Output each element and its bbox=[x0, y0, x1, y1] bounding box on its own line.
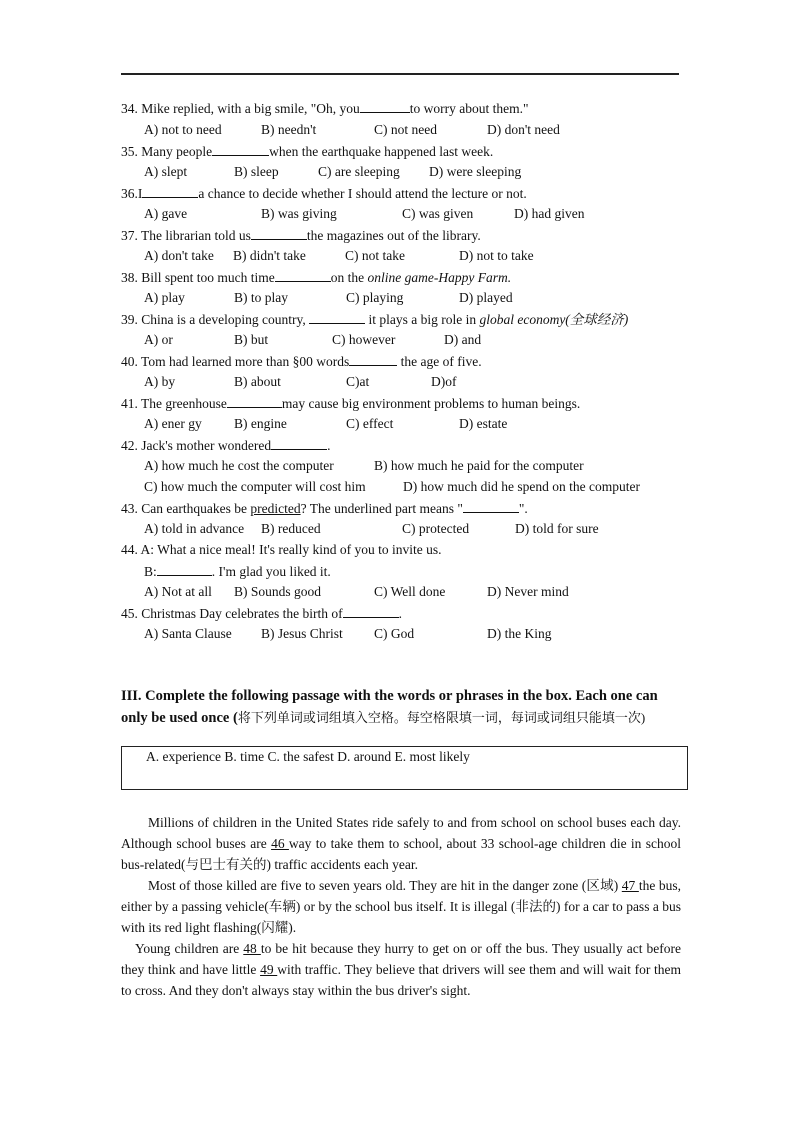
answer-blank[interactable] bbox=[157, 562, 212, 576]
option-a[interactable]: A) not to need bbox=[144, 122, 222, 137]
option-c[interactable]: C)at bbox=[346, 374, 370, 389]
section-heading: III. Complete the following passage with the words or phrases in the box. Each one can only be used once (将下列单词或词组填入空格。每空格限填一词，每词或词组只能填一次) bbox=[121, 688, 658, 726]
option-b[interactable]: B) about bbox=[234, 374, 281, 389]
option-a[interactable]: A) gave bbox=[144, 206, 188, 221]
answer-blank[interactable] bbox=[227, 394, 282, 408]
option-a[interactable]: A) ener gy bbox=[144, 416, 202, 431]
option-c[interactable]: C) not need bbox=[374, 122, 437, 137]
blank-47[interactable]: 47 bbox=[621, 878, 639, 893]
option-b[interactable]: B) Sounds good bbox=[234, 584, 322, 599]
option-b[interactable]: B) how much he paid for the computer bbox=[374, 458, 584, 473]
answer-blank[interactable] bbox=[463, 499, 519, 513]
option-c[interactable]: C) not take bbox=[345, 248, 405, 263]
option-c[interactable]: C) Well done bbox=[374, 584, 446, 599]
option-c[interactable]: C) was given bbox=[402, 206, 474, 221]
header-rule bbox=[121, 73, 679, 75]
question-38: 38. Bill spent too much time on the online game-Happy Farm. bbox=[121, 270, 512, 285]
blank-46[interactable]: 46 bbox=[271, 836, 289, 851]
option-c[interactable]: C) God bbox=[374, 626, 415, 641]
option-b[interactable]: B) engine bbox=[234, 416, 287, 431]
answer-blank[interactable] bbox=[212, 142, 269, 156]
passage-paragraph-2: Most of those killed are five to seven years old. They are hit in the danger zone (区域) 47 the bus, either by a passing vehicle(车辆) or by the school bus itself. It is illegal (非法的) for a car to pass a bus with its red light flashing(闪耀). bbox=[121, 878, 682, 935]
option-d[interactable]: D)of bbox=[431, 374, 457, 389]
answer-blank[interactable] bbox=[251, 226, 307, 240]
question-44-reply: B: . I'm glad you liked it. bbox=[144, 564, 331, 579]
answer-blank[interactable] bbox=[275, 268, 331, 282]
option-b[interactable]: B) needn't bbox=[261, 122, 317, 137]
answer-blank[interactable] bbox=[309, 310, 365, 324]
option-b[interactable]: B) to play bbox=[234, 290, 288, 305]
passage-paragraph-1: Millions of children in the United States ride safely to and from school on school buses each day. Although school buses are 46 way to take them to school, about 33 school-age children die in school bus-related(与巴士有关的) traffic accidents each year. bbox=[121, 815, 682, 872]
question-43: 43. Can earthquakes be predicted? The underlined part means " ". bbox=[121, 501, 528, 516]
option-a[interactable]: A) how much he cost the computer bbox=[144, 458, 334, 473]
option-c[interactable]: C) playing bbox=[346, 290, 404, 305]
option-d[interactable]: D) told for sure bbox=[515, 521, 599, 536]
option-d[interactable]: D) the King bbox=[487, 626, 552, 641]
question-45: 45. Christmas Day celebrates the birth of . bbox=[121, 606, 402, 621]
option-d[interactable]: D) estate bbox=[459, 416, 508, 431]
option-b[interactable]: B) was giving bbox=[261, 206, 337, 221]
answer-blank[interactable] bbox=[360, 99, 410, 113]
question-44: 44. A: What a nice meal! It's really kind of you to invite us. bbox=[121, 542, 442, 557]
blank-49[interactable]: 49 bbox=[260, 962, 278, 977]
question-40: 40. Tom had learned more than §00 words the age of five. bbox=[121, 354, 482, 369]
options-41 bbox=[144, 415, 684, 433]
option-a[interactable]: A) Not at all bbox=[144, 584, 212, 599]
question-34: 34. Mike replied, with a big smile, "Oh, you to worry about them." bbox=[121, 101, 529, 116]
options-35 bbox=[144, 163, 684, 181]
options-36 bbox=[144, 205, 684, 223]
answer-blank[interactable] bbox=[142, 184, 198, 198]
option-d[interactable]: D) not to take bbox=[459, 248, 534, 263]
option-b[interactable]: B) reduced bbox=[261, 521, 321, 536]
options-44 bbox=[144, 583, 684, 601]
option-b[interactable]: B) Jesus Christ bbox=[261, 626, 343, 641]
question-42: 42. Jack's mother wondered . bbox=[121, 438, 331, 453]
blank-48[interactable]: 48 bbox=[243, 941, 261, 956]
underlined-word: predicted bbox=[250, 501, 301, 516]
options-38 bbox=[144, 289, 684, 307]
option-d[interactable]: D) don't need bbox=[487, 122, 560, 137]
option-a[interactable]: A) slept bbox=[144, 164, 188, 179]
option-d[interactable]: D) had given bbox=[514, 206, 585, 221]
option-c[interactable]: C) effect bbox=[346, 416, 394, 431]
answer-blank[interactable] bbox=[349, 352, 397, 366]
option-d[interactable]: D) how much did he spend on the computer bbox=[403, 479, 640, 494]
option-d[interactable]: D) were sleeping bbox=[429, 164, 522, 179]
option-a[interactable]: A) play bbox=[144, 290, 185, 305]
option-a[interactable]: A) by bbox=[144, 374, 176, 389]
question-35: 35. Many people when the earthquake happened last week. bbox=[121, 144, 494, 159]
option-b[interactable]: B) but bbox=[234, 332, 269, 347]
option-d[interactable]: D) played bbox=[459, 290, 513, 305]
passage-paragraph-3: Young children are 48 to be hit because they hurry to get on or off the bus. They usually act before they think and have little 49 with traffic. They believe that drivers will see them and will wait for them to cross. And they don't always stay within the bus driver's sight. bbox=[121, 941, 682, 998]
option-c[interactable]: C) how much the computer will cost him bbox=[144, 479, 366, 494]
option-d[interactable]: D) and bbox=[444, 332, 482, 347]
option-b[interactable]: B) didn't take bbox=[233, 248, 306, 263]
question-41: 41. The greenhouse may cause big environment problems to human beings. bbox=[121, 396, 581, 411]
question-36: 36.I a chance to decide whether I should attend the lecture or not. bbox=[121, 186, 527, 201]
options-40 bbox=[144, 373, 684, 391]
answer-blank[interactable] bbox=[343, 604, 399, 618]
options-45 bbox=[144, 625, 684, 643]
answer-blank[interactable] bbox=[271, 436, 327, 450]
option-a[interactable]: A) told in advance bbox=[144, 521, 245, 536]
word-box bbox=[121, 746, 688, 790]
question-39: 39. China is a developing country, it plays a big role in global economy(全球经济) bbox=[121, 312, 629, 327]
word-box-options: A. experience B. time C. the safest D. around E. most likely bbox=[146, 749, 470, 764]
options-43 bbox=[144, 520, 684, 538]
options-39 bbox=[144, 331, 684, 349]
options-37 bbox=[144, 247, 684, 265]
option-c[interactable]: C) however bbox=[332, 332, 396, 347]
option-c[interactable]: C) protected bbox=[402, 521, 470, 536]
option-a[interactable]: A) don't take bbox=[144, 248, 214, 263]
options-42-row2 bbox=[144, 478, 684, 496]
option-a[interactable]: A) Santa Clause bbox=[144, 626, 232, 641]
option-d[interactable]: D) Never mind bbox=[487, 584, 569, 599]
question-37: 37. The librarian told us the magazines out of the library. bbox=[121, 228, 481, 243]
option-a[interactable]: A) or bbox=[144, 332, 173, 347]
options-42 bbox=[144, 457, 684, 475]
option-c[interactable]: C) are sleeping bbox=[318, 164, 400, 179]
options-34 bbox=[144, 121, 684, 139]
option-b[interactable]: B) sleep bbox=[234, 164, 279, 179]
